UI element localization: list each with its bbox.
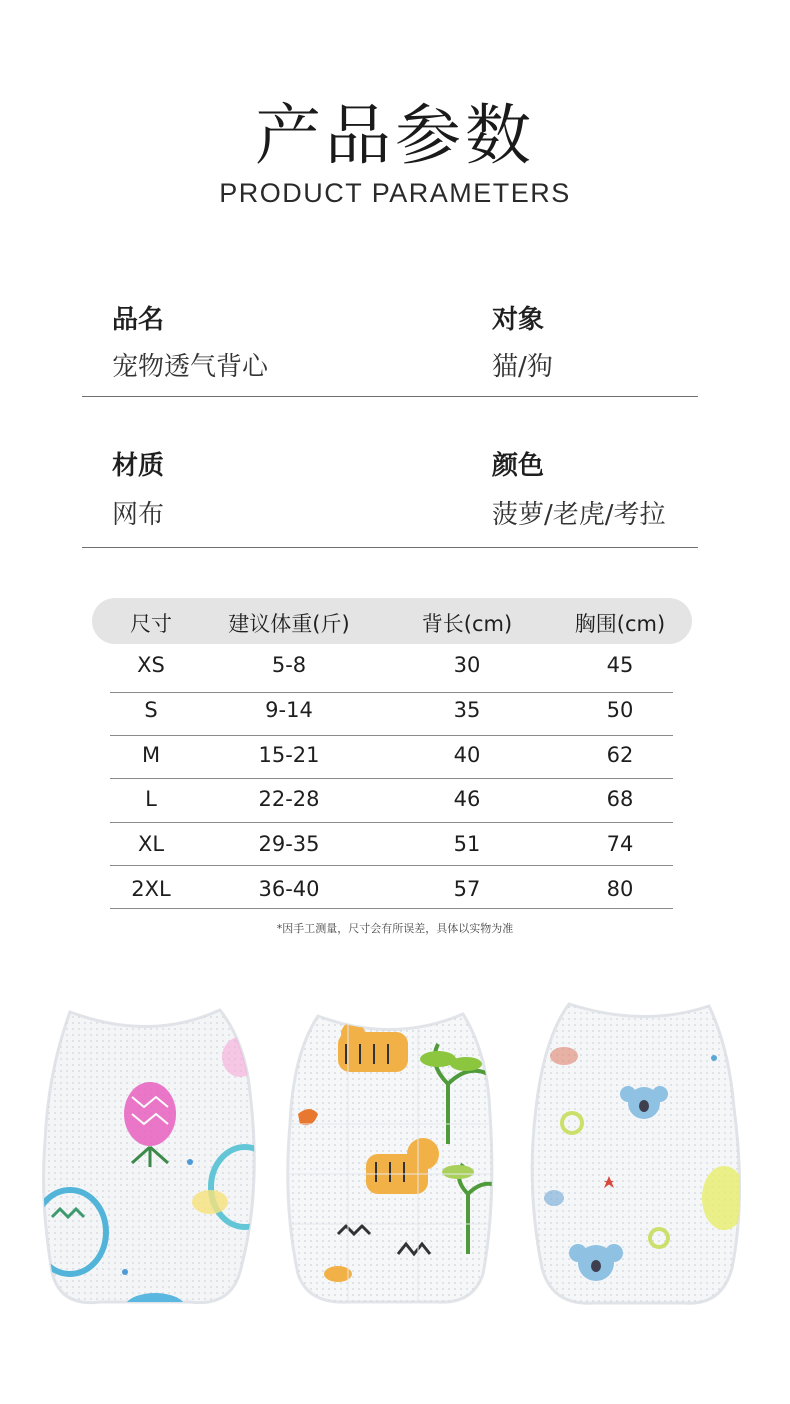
page-subtitle: PRODUCT PARAMETERS [219,178,571,208]
size-table-cell: 22-28 [258,787,320,812]
size-table-cell: M [141,742,161,767]
size-table-cell: 51 [453,832,481,857]
size-table-cell: 2XL [131,877,171,901]
material-value: 网布 [112,500,165,530]
target-value: 猫/狗 [492,352,553,382]
table-row-divider [110,822,673,823]
size-table-cell: 80 [606,877,634,901]
table-row-divider [110,692,673,693]
size-table-cell: 68 [606,787,634,812]
target-label: 对象 [492,305,545,335]
size-table-header-cell: 背长(cm) [421,612,513,636]
size-table-cell: 36-40 [258,877,320,901]
size-table-cell: 57 [453,877,481,901]
size-table-cell: 30 [453,653,481,677]
table-row-divider [110,865,673,866]
measurement-note: *因手工测量，尺寸会有所误差，具体以实物为准 [276,922,514,935]
size-table-cell: 5-8 [271,653,307,677]
size-table-header-cell: 建议体重(斤) [228,612,350,636]
divider [82,396,698,397]
material-label: 材质 [112,451,165,481]
size-table-cell: 29-35 [258,832,320,857]
size-table-cell: XL [137,832,165,857]
size-table-cell: 15-21 [258,742,320,767]
color-label: 颜色 [492,451,545,481]
product-name-label: 品名 [112,305,165,335]
pineapple-vest-image [40,1002,262,1314]
size-table-cell: L [145,787,157,812]
table-row-divider [110,908,673,909]
size-table-cell: XS [137,653,165,677]
size-table-cell: 9-14 [265,697,313,722]
koala-vest-image [524,998,752,1316]
size-table-cell: 62 [606,742,634,767]
size-table-cell: 40 [453,742,481,767]
size-table-cell: 74 [606,832,634,857]
size-table-cell: S [144,697,158,722]
color-value: 菠萝/老虎/考拉 [492,500,666,530]
size-table-cell: 46 [453,787,481,812]
size-table-cell: 45 [606,653,634,677]
table-row-divider [110,735,673,736]
page-title: 产品参数 [255,97,535,174]
table-row-divider [110,778,673,779]
size-table-header-cell: 胸围(cm) [574,612,666,636]
product-name-value: 宠物透气背心 [112,352,269,382]
size-table-cell: 35 [453,697,481,722]
tiger-vest-image [278,1004,508,1314]
size-table-cell: 50 [606,697,634,722]
size-table-header-cell: 尺寸 [130,612,172,636]
divider [82,547,698,548]
